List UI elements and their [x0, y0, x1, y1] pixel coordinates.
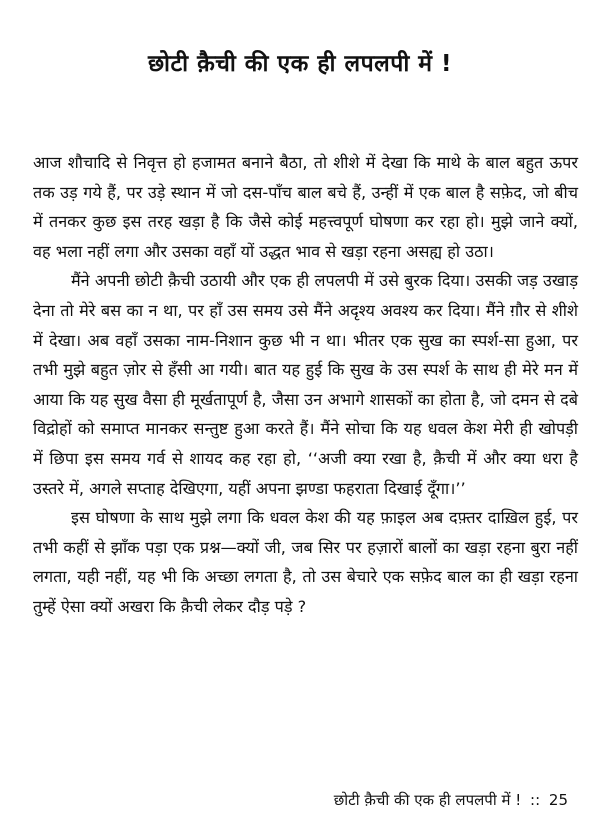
paragraph-1: आज शौचादि से निवृत्त हो हजामत बनाने बैठा, तो शीशे में देखा कि माथे के बाल बहुत ऊपर तक उड़ गये हैं, पर उड़े स्थान में जो दस-पाँच बाल बचे हैं, उन्हीं में एक बाल है सफ़ेद, जो बीच में तनकर कुछ इस तरह खड़ा है कि जैसे कोई महत्त्वपूर्ण घोषणा कर रहा हो। मुझे जाने क्यों, वह भला नहीं लगा और उसका वहाँ यों उद्धत भाव से खड़ा रहना असह्य हो उठा।	[33, 153, 578, 261]
page-footer	[334, 790, 568, 810]
page-number: 25	[548, 791, 568, 809]
page-title: छोटी क़ैची की एक ही लपलपी में !	[147, 51, 453, 77]
running-title: छोटी क़ैची की एक ही लपलपी में !	[333, 791, 522, 809]
body-text	[33, 148, 578, 622]
footer-separator: ::	[530, 791, 541, 809]
paragraph-3: इस घोषणा के साथ मुझे लगा कि धवल केश की यह फ़ाइल अब दफ़्तर दाख़िल हुई, पर तभी कहीं से झाँक पड़ा एक प्रश्न—क्यों जी, जब सिर पर हज़ारों बालों का खड़ा रहना बुरा नहीं लगता, यही नहीं, यह भी कि अच्छा लगता है, तो उस बेचारे एक सफ़ेद बाल का ही खड़ा रहना तुम्हें ऐसा क्यों अखरा कि क़ैची लेकर दौड़ पड़े ?	[33, 508, 578, 616]
paragraph-2: मैंने अपनी छोटी क़ैची उठायी और एक ही लपलपी में उसे बुरक दिया। उसकी जड़ उखाड़ देना तो मेरे बस का न था, पर हाँ उस समय उसे मैंने अदृश्य अवश्य कर दिया। मैंने ग़ौर से शीशे में देखा। अब वहाँ उसका नाम-निशान कुछ भी न था। भीतर एक सुख का स्पर्श-सा हुआ, पर तभी मुझे बहुत ज़ोर से हँसी आ गयी। बात यह हुई कि सुख के उस स्पर्श के साथ ही मेरे मन में आया कि यह सुख वैसा ही मूर्खतापूर्ण है, जैसा उन अभागे शासकों का होता है, जो दमन से दबे विद्रोहों को समाप्त मानकर सन्तुष्ट हुआ करते हैं। मैंने सोचा कि यह धवल केश मेरी ही खोपड़ी में छिपा इस समय गर्व से शायद कह रहा हो, ‘‘अजी क्या रखा है, क़ैची में और क्या धरा है उस्तरे में, अगले सप्ताह देखिएगा, यहीं अपना झण्डा फहराता दिखाई दूँगा।’’	[33, 271, 578, 498]
